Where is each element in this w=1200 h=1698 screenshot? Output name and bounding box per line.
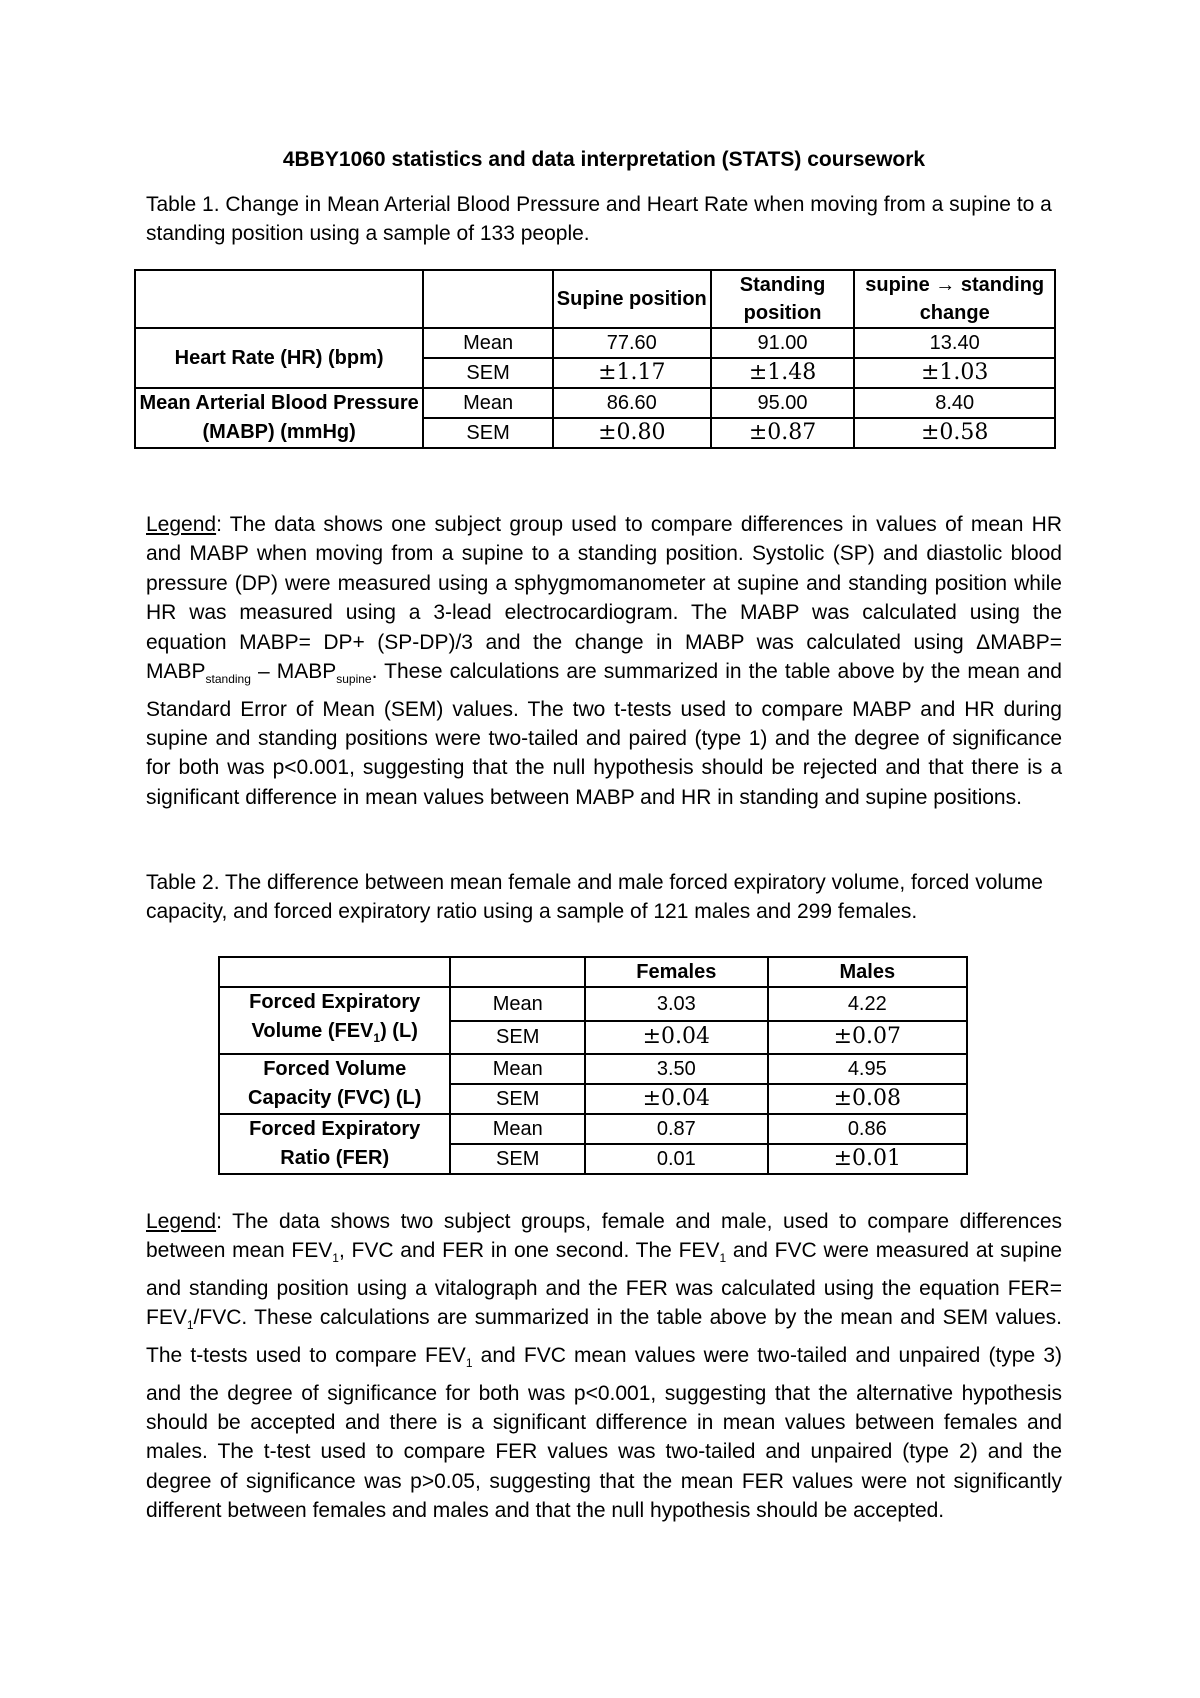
table-row (219, 987, 967, 1021)
cell-value: ±1.48 (711, 358, 855, 388)
cell-value: 95.00 (711, 388, 855, 418)
cell-value: ±0.58 (854, 418, 1055, 448)
cell-value: 4.95 (768, 1054, 967, 1084)
cell-value: 3.03 (585, 987, 768, 1021)
table2-header-row (219, 957, 967, 987)
table2-header-males: Males (768, 957, 967, 987)
table2-header-empty (219, 957, 450, 987)
table1-header-empty (423, 270, 553, 328)
stat-label: Mean (450, 1054, 585, 1084)
cell-value: 0.87 (585, 1114, 768, 1144)
legend-label: Legend (146, 513, 217, 536)
table2-group-fer: Forced Expiratory Ratio (FER) (219, 1114, 450, 1174)
table1-legend: Legend: The data shows one subject group used to compare differences in values of mean HR and MABP when moving from a supine to a standing position. Systolic (SP) and diastolic blood pressure (DP) were measured using a sphygmomanometer at supine and standing position while HR was measured using a 3-lead electrocardiogram. The MABP was calculated using the equation MABP= DP+ (SP-DP)/3 and the change in MABP was calculated using ΔMABP= $MABP_{standing}$ – $MABP_{supine}$. These calculations are summarized in the table above by the mean and Standard Error of Mean (SEM) values. The two t-tests used to compare MABP and HR during supine and standing positions were two-tailed and paired (type 1) and the degree of significance for both was p<0.001, suggesting that the null hypothesis should be rejected and that there is a significant difference in mean values between MABP and HR in standing and supine positions. (146, 513, 1062, 809)
cell-value: ±0.04 (585, 1084, 768, 1114)
cell-value: ±0.08 (768, 1084, 967, 1114)
table1-header-empty (135, 270, 423, 328)
table1-header-supine: Supine position (553, 270, 711, 328)
table1-group-mabp: Mean Arterial Blood Pressure (MABP) (mmHg) (135, 388, 423, 448)
stat-label: SEM (423, 358, 553, 388)
table-row (219, 1054, 967, 1084)
stat-label: SEM (450, 1021, 585, 1055)
stat-label: SEM (423, 418, 553, 448)
stat-label: Mean (450, 1114, 585, 1144)
stat-label: SEM (450, 1084, 585, 1114)
table1 (134, 269, 1056, 449)
cell-value: ±1.03 (854, 358, 1055, 388)
cell-value: 91.00 (711, 328, 855, 358)
cell-value: 8.40 (854, 388, 1055, 418)
cell-value: ±1.17 (553, 358, 711, 388)
cell-value: 13.40 (854, 328, 1055, 358)
table2-group-fvc: Forced Volume Capacity (FVC) (L) (219, 1054, 450, 1114)
cell-value: ±0.87 (711, 418, 855, 448)
table1-header-change: supine → standing change (854, 270, 1055, 328)
stat-label: Mean (450, 987, 585, 1021)
stat-label: SEM (450, 1144, 585, 1174)
table2-header-females: Females (585, 957, 768, 987)
cell-value: 77.60 (553, 328, 711, 358)
table2 (218, 956, 968, 1175)
table1-header-standing: Standing position (711, 270, 855, 328)
cell-value: 0.01 (585, 1144, 768, 1174)
table2-caption: Table 2. The difference between mean female and male forced expiratory volume, forced volume capacity, and forced expiratory ratio using a sample of 121 males and 299 females. (146, 871, 1043, 923)
table2-group-fev1: Forced Expiratory Volume $(FEV_1)$ (L) (219, 987, 450, 1054)
stat-label: Mean (423, 388, 553, 418)
table1-header-row (135, 270, 1055, 328)
table-row (135, 388, 1055, 418)
cell-value: 86.60 (553, 388, 711, 418)
table2-legend: Legend: The data shows two subject groups, female and male, used to compare differences between mean $FEV_1$, FVC and FER in one second. The $FEV_1$ and FVC were measured at supine and standing position using a vitalograph and the FER was calculated using the equation $FER= FEV_1$/FVC. These calculations are summarized in the table above by the mean and SEM values. The t-tests used to compare $FEV_1$ and FVC mean values were two-tailed and unpaired (type 3) and the degree of significance for both was p<0.001, suggesting that the alternative hypothesis should be accepted and there is a significant difference in mean values between females and males. The t-test used to compare FER values was two-tailed and unpaired (type 2) and the degree of significance was p>0.05, suggesting that the mean FER values were not significantly different between females and males and that the null hypothesis should be accepted. (146, 1210, 1062, 1523)
stat-label: Mean (423, 328, 553, 358)
cell-value: 4.22 (768, 987, 967, 1021)
cell-value: ±0.80 (553, 418, 711, 448)
table-row (219, 1114, 967, 1144)
cell-value: 0.86 (768, 1114, 967, 1144)
cell-value: 3.50 (585, 1054, 768, 1084)
document-title: 4BBY1060 statistics and data interpretation (STATS) coursework (282, 148, 926, 171)
table-row (135, 328, 1055, 358)
legend-label: Legend (146, 1210, 217, 1233)
cell-value: ±0.01 (768, 1144, 967, 1174)
table2-header-empty (450, 957, 585, 987)
cell-value: ±0.07 (768, 1021, 967, 1055)
table1-caption: Table 1. Change in Mean Arterial Blood Pressure and Heart Rate when moving from a supine to a standing position using a sample of 133 people. (146, 193, 1052, 245)
cell-value: ±0.04 (585, 1021, 768, 1055)
table1-group-hr: Heart Rate (HR) (bpm) (135, 328, 423, 388)
